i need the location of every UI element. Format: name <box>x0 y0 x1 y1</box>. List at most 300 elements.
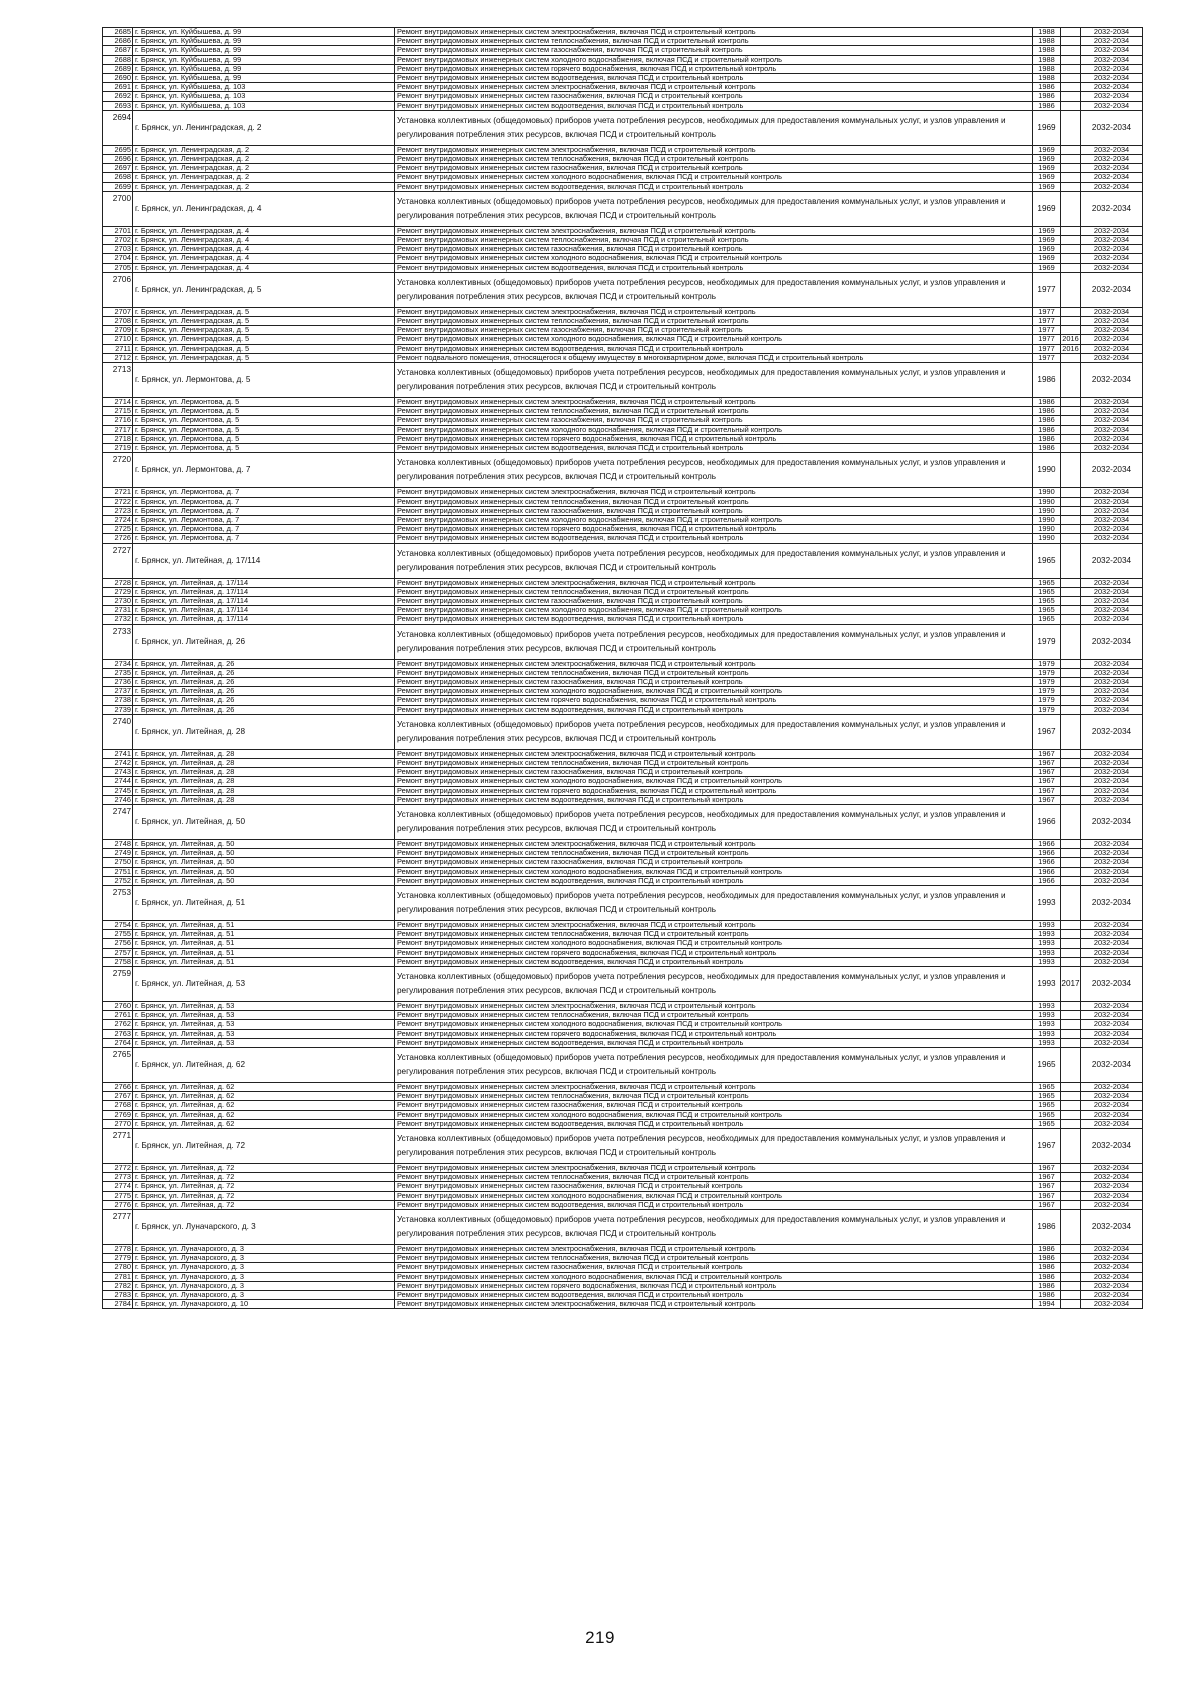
row-number: 2715 <box>103 407 133 416</box>
row-build-year: 1986 <box>1033 1254 1061 1263</box>
row-planned-period: 2032-2034 <box>1081 83 1143 92</box>
row-address: г. Брянск, ул. Ленинградская, д. 2 <box>133 110 395 145</box>
row-work-type: Ремонт внутридомовых инженерных систем теплоснабжения, включая ПСД и строительный контроль <box>395 407 1033 416</box>
row-address: г. Брянск, ул. Литейная, д. 62 <box>133 1110 395 1119</box>
row-number: 2744 <box>103 777 133 786</box>
row-build-year: 1967 <box>1033 786 1061 795</box>
table-row <box>103 839 1143 848</box>
row-work-type: Ремонт внутридомовых инженерных систем электроснабжения, включая ПСД и строительный контроль <box>395 1164 1033 1173</box>
row-planned-period: 2032-2034 <box>1081 317 1143 326</box>
row-address: г. Брянск, ул. Литейная, д. 26 <box>133 705 395 714</box>
row-last-overhaul-year <box>1061 858 1081 867</box>
row-work-type: Установка коллективных (общедомовых) приборов учета потребления ресурсов, необходимых для предоставления коммунальных услуг, и узлов управления и регулирования потребления этих ресурсов, включая ПСД и строительный контроль <box>395 543 1033 578</box>
table-row <box>103 677 1143 686</box>
row-work-type: Ремонт внутридомовых инженерных систем холодного водоснабжения, включая ПСД и строительный контроль <box>395 867 1033 876</box>
row-work-type: Установка коллективных (общедомовых) приборов учета потребления ресурсов, необходимых для предоставления коммунальных услуг, и узлов управления и регулирования потребления этих ресурсов, включая ПСД и строительный контроль <box>395 110 1033 145</box>
row-number: 2772 <box>103 1164 133 1173</box>
row-number: 2720 <box>103 453 133 488</box>
table-row <box>103 317 1143 326</box>
row-planned-period: 2032-2034 <box>1081 407 1143 416</box>
table-row <box>103 948 1143 957</box>
row-work-type: Ремонт внутридомовых инженерных систем водоотведения, включая ПСД и строительный контроль <box>395 74 1033 83</box>
table-row <box>103 1002 1143 1011</box>
row-build-year: 1993 <box>1033 920 1061 929</box>
row-number: 2691 <box>103 83 133 92</box>
table-row <box>103 606 1143 615</box>
row-number: 2700 <box>103 191 133 226</box>
row-build-year: 1967 <box>1033 1173 1061 1182</box>
row-work-type: Установка коллективных (общедомовых) приборов учета потребления ресурсов, необходимых для предоставления коммунальных услуг, и узлов управления и регулирования потребления этих ресурсов, включая ПСД и строительный контроль <box>395 804 1033 839</box>
table-row <box>103 245 1143 254</box>
table-row <box>103 191 1143 226</box>
row-number: 2760 <box>103 1002 133 1011</box>
table-row <box>103 804 1143 839</box>
row-last-overhaul-year <box>1061 1110 1081 1119</box>
row-last-overhaul-year <box>1061 425 1081 434</box>
row-last-overhaul-year <box>1061 488 1081 497</box>
row-planned-period: 2032-2034 <box>1081 615 1143 624</box>
row-last-overhaul-year <box>1061 1281 1081 1290</box>
row-last-overhaul-year <box>1061 37 1081 46</box>
row-last-overhaul-year <box>1061 515 1081 524</box>
row-planned-period: 2032-2034 <box>1081 497 1143 506</box>
row-work-type: Ремонт внутридомовых инженерных систем холодного водоснабжения, включая ПСД и строительный контроль <box>395 939 1033 948</box>
row-work-type: Ремонт внутридомовых инженерных систем газоснабжения, включая ПСД и строительный контроль <box>395 1263 1033 1272</box>
row-work-type: Ремонт внутридомовых инженерных систем теплоснабжения, включая ПСД и строительный контроль <box>395 1092 1033 1101</box>
row-number: 2701 <box>103 226 133 235</box>
row-planned-period: 2032-2034 <box>1081 46 1143 55</box>
row-build-year: 1993 <box>1033 1020 1061 1029</box>
row-last-overhaul-year <box>1061 920 1081 929</box>
row-last-overhaul-year <box>1061 363 1081 398</box>
row-last-overhaul-year <box>1061 948 1081 957</box>
table-row <box>103 939 1143 948</box>
row-address: г. Брянск, ул. Лермонтова, д. 7 <box>133 453 395 488</box>
row-last-overhaul-year <box>1061 1300 1081 1309</box>
row-number: 2705 <box>103 263 133 272</box>
row-last-overhaul-year: 2016 <box>1062 334 1079 344</box>
row-planned-period: 2032-2034 <box>1081 254 1143 263</box>
row-number: 2693 <box>103 101 133 110</box>
row-planned-period: 2032-2034 <box>1081 145 1143 154</box>
row-build-year: 1967 <box>1033 714 1061 749</box>
row-planned-period: 2032-2034 <box>1081 1263 1143 1272</box>
row-build-year: 1965 <box>1033 596 1061 605</box>
row-last-overhaul-year <box>1061 1038 1081 1047</box>
row-address: г. Брянск, ул. Литейная, д. 72 <box>133 1191 395 1200</box>
row-address: г. Брянск, ул. Литейная, д. 53 <box>133 1038 395 1047</box>
row-address: г. Брянск, ул. Лермонтова, д. 5 <box>133 416 395 425</box>
row-work-type: Ремонт внутридомовых инженерных систем водоотведения, включая ПСД и строительный контроль <box>395 1038 1033 1047</box>
row-number: 2758 <box>103 957 133 966</box>
row-number: 2709 <box>103 326 133 335</box>
row-last-overhaul-year <box>1061 1119 1081 1128</box>
table-row <box>103 1245 1143 1254</box>
row-build-year: 1967 <box>1033 758 1061 767</box>
row-address: г. Брянск, ул. Луначарского, д. 3 <box>133 1210 395 1245</box>
row-work-type: Ремонт внутридомовых инженерных систем теплоснабжения, включая ПСД и строительный контроль <box>395 1254 1033 1263</box>
row-planned-period: 2032-2034 <box>1081 1129 1143 1164</box>
row-address: г. Брянск, ул. Лермонтова, д. 7 <box>133 497 395 506</box>
table-row <box>103 885 1143 920</box>
row-address: г. Брянск, ул. Литейная, д. 17/114 <box>133 615 395 624</box>
row-work-type: Ремонт подвального помещения, относящегося к общему имуществу в многоквартирном доме, включая ПСД и строительный контроль <box>395 353 1033 362</box>
row-last-overhaul-year <box>1061 1101 1081 1110</box>
row-planned-period: 2032-2034 <box>1081 714 1143 749</box>
row-planned-period: 2032-2034 <box>1081 920 1143 929</box>
row-build-year: 1967 <box>1033 777 1061 786</box>
row-number: 2746 <box>103 795 133 804</box>
row-work-type: Ремонт внутридомовых инженерных систем водоотведения, включая ПСД и строительный контроль <box>395 705 1033 714</box>
row-planned-period: 2032-2034 <box>1081 307 1143 316</box>
row-address: г. Брянск, ул. Ленинградская, д. 4 <box>133 263 395 272</box>
row-last-overhaul-year <box>1061 1129 1081 1164</box>
row-address: г. Брянск, ул. Литейная, д. 50 <box>133 867 395 876</box>
row-planned-period: 2032-2034 <box>1081 705 1143 714</box>
table-row <box>103 867 1143 876</box>
row-planned-period: 2032-2034 <box>1081 624 1143 659</box>
row-planned-period: 2032-2034 <box>1081 795 1143 804</box>
row-number: 2756 <box>103 939 133 948</box>
row-build-year: 1979 <box>1033 677 1061 686</box>
row-build-year: 1988 <box>1033 55 1061 64</box>
row-address: г. Брянск, ул. Литейная, д. 53 <box>133 967 395 1002</box>
row-last-overhaul-year <box>1061 92 1081 101</box>
row-planned-period: 2032-2034 <box>1081 74 1143 83</box>
row-build-year: 1986 <box>1033 425 1061 434</box>
row-last-overhaul-year <box>1061 1291 1081 1300</box>
row-planned-period: 2032-2034 <box>1081 687 1143 696</box>
row-build-year: 1986 <box>1033 1245 1061 1254</box>
row-last-overhaul-year <box>1061 525 1081 534</box>
row-address: г. Брянск, ул. Куйбышева, д. 99 <box>133 28 395 37</box>
table-row <box>103 659 1143 668</box>
row-build-year: 1966 <box>1033 849 1061 858</box>
row-work-type: Ремонт внутридомовых инженерных систем газоснабжения, включая ПСД и строительный контроль <box>395 1182 1033 1191</box>
row-work-type: Установка коллективных (общедомовых) приборов учета потребления ресурсов, необходимых для предоставления коммунальных услуг, и узлов управления и регулирования потребления этих ресурсов, включая ПСД и строительный контроль <box>395 714 1033 749</box>
row-number: 2774 <box>103 1182 133 1191</box>
row-number: 2779 <box>103 1254 133 1263</box>
row-last-overhaul-year <box>1061 587 1081 596</box>
row-work-type: Ремонт внутридомовых инженерных систем электроснабжения, включая ПСД и строительный контроль <box>395 749 1033 758</box>
row-planned-period: 2032-2034 <box>1081 515 1143 524</box>
row-planned-period: 2032-2034 <box>1081 453 1143 488</box>
row-build-year: 1990 <box>1033 497 1061 506</box>
table-row <box>103 1272 1143 1281</box>
row-planned-period: 2032-2034 <box>1081 1092 1143 1101</box>
row-planned-period: 2032-2034 <box>1081 885 1143 920</box>
row-last-overhaul-year <box>1061 317 1081 326</box>
row-number: 2730 <box>103 596 133 605</box>
row-build-year: 1979 <box>1033 624 1061 659</box>
row-address: г. Брянск, ул. Литейная, д. 17/114 <box>133 543 395 578</box>
row-planned-period: 2032-2034 <box>1081 191 1143 226</box>
row-build-year: 1993 <box>1033 930 1061 939</box>
row-build-year: 1969 <box>1033 263 1061 272</box>
row-work-type: Ремонт внутридомовых инженерных систем водоотведения, включая ПСД и строительный контроль <box>395 101 1033 110</box>
row-build-year: 1986 <box>1033 1281 1061 1290</box>
row-last-overhaul-year <box>1061 272 1081 307</box>
row-planned-period: 2032-2034 <box>1081 587 1143 596</box>
row-work-type: Ремонт внутридомовых инженерных систем электроснабжения, включая ПСД и строительный контроль <box>395 307 1033 316</box>
row-last-overhaul-year <box>1061 407 1081 416</box>
row-build-year: 1965 <box>1033 1101 1061 1110</box>
row-work-type: Ремонт внутридомовых инженерных систем электроснабжения, включая ПСД и строительный контроль <box>395 145 1033 154</box>
table-row <box>103 1173 1143 1182</box>
row-build-year: 1990 <box>1033 488 1061 497</box>
row-address: г. Брянск, ул. Куйбышева, д. 99 <box>133 37 395 46</box>
row-address: г. Брянск, ул. Луначарского, д. 3 <box>133 1263 395 1272</box>
row-address: г. Брянск, ул. Лермонтова, д. 7 <box>133 488 395 497</box>
row-last-overhaul-year <box>1061 1245 1081 1254</box>
table-row <box>103 363 1143 398</box>
row-last-overhaul-year <box>1061 677 1081 686</box>
row-address: г. Брянск, ул. Лермонтова, д. 7 <box>133 525 395 534</box>
row-number: 2759 <box>103 967 133 1002</box>
row-build-year: 1977 <box>1033 335 1061 344</box>
row-planned-period: 2032-2034 <box>1081 749 1143 758</box>
row-planned-period: 2032-2034 <box>1081 948 1143 957</box>
row-address: г. Брянск, ул. Литейная, д. 17/114 <box>133 596 395 605</box>
row-work-type: Ремонт внутридомовых инженерных систем теплоснабжения, включая ПСД и строительный контроль <box>395 1011 1033 1020</box>
page-number: 219 <box>585 1628 615 1647</box>
row-planned-period: 2032-2034 <box>1081 416 1143 425</box>
row-number: 2723 <box>103 506 133 515</box>
row-last-overhaul-year <box>1061 606 1081 615</box>
row-planned-period: 2032-2034 <box>1081 839 1143 848</box>
row-number: 2767 <box>103 1092 133 1101</box>
row-work-type: Ремонт внутридомовых инженерных систем электроснабжения, включая ПСД и строительный контроль <box>395 1300 1033 1309</box>
row-planned-period: 2032-2034 <box>1081 506 1143 515</box>
row-build-year: 1979 <box>1033 705 1061 714</box>
row-address: г. Брянск, ул. Луначарского, д. 10 <box>133 1300 395 1309</box>
row-planned-period: 2032-2034 <box>1081 1291 1143 1300</box>
row-build-year: 1969 <box>1033 164 1061 173</box>
row-last-overhaul-year <box>1061 659 1081 668</box>
row-address: г. Брянск, ул. Луначарского, д. 3 <box>133 1281 395 1290</box>
row-number: 2762 <box>103 1020 133 1029</box>
row-last-overhaul-year <box>1061 867 1081 876</box>
row-build-year: 1969 <box>1033 245 1061 254</box>
row-last-overhaul-year <box>1061 263 1081 272</box>
row-last-overhaul-year <box>1061 1173 1081 1182</box>
row-build-year: 1988 <box>1033 37 1061 46</box>
row-number: 2776 <box>103 1200 133 1209</box>
row-build-year: 1993 <box>1033 939 1061 948</box>
row-last-overhaul-year <box>1061 714 1081 749</box>
row-build-year: 1965 <box>1033 1119 1061 1128</box>
row-last-overhaul-year <box>1061 1092 1081 1101</box>
row-number: 2725 <box>103 525 133 534</box>
row-build-year: 1967 <box>1033 768 1061 777</box>
row-address: г. Брянск, ул. Ленинградская, д. 5 <box>133 307 395 316</box>
table-row <box>103 957 1143 966</box>
row-last-overhaul-year <box>1061 795 1081 804</box>
row-build-year: 1966 <box>1033 858 1061 867</box>
row-address: г. Брянск, ул. Литейная, д. 17/114 <box>133 606 395 615</box>
table-row <box>103 353 1143 362</box>
row-address: г. Брянск, ул. Литейная, д. 26 <box>133 624 395 659</box>
row-address: г. Брянск, ул. Литейная, д. 28 <box>133 768 395 777</box>
row-build-year: 1965 <box>1033 587 1061 596</box>
row-build-year: 1986 <box>1033 444 1061 453</box>
row-work-type: Ремонт внутридомовых инженерных систем электроснабжения, включая ПСД и строительный контроль <box>395 488 1033 497</box>
row-planned-period: 2032-2034 <box>1081 534 1143 543</box>
row-planned-period: 2032-2034 <box>1081 173 1143 182</box>
row-planned-period: 2032-2034 <box>1081 758 1143 767</box>
row-address: г. Брянск, ул. Лермонтова, д. 5 <box>133 398 395 407</box>
row-work-type: Ремонт внутридомовых инженерных систем водоотведения, включая ПСД и строительный контроль <box>395 795 1033 804</box>
row-last-overhaul-year <box>1061 444 1081 453</box>
row-last-overhaul-year <box>1061 434 1081 443</box>
row-address: г. Брянск, ул. Литейная, д. 28 <box>133 758 395 767</box>
row-build-year: 1979 <box>1033 696 1061 705</box>
row-address: г. Брянск, ул. Литейная, д. 51 <box>133 939 395 948</box>
row-last-overhaul-year <box>1061 1083 1081 1092</box>
table-row <box>103 849 1143 858</box>
row-work-type: Ремонт внутридомовых инженерных систем теплоснабжения, включая ПСД и строительный контроль <box>395 668 1033 677</box>
row-work-type: Ремонт внутридомовых инженерных систем холодного водоснабжения, включая ПСД и строительный контроль <box>395 1110 1033 1119</box>
row-number: 2712 <box>103 353 133 362</box>
row-planned-period: 2032-2034 <box>1081 1011 1143 1020</box>
row-work-type: Ремонт внутридомовых инженерных систем электроснабжения, включая ПСД и строительный контроль <box>395 28 1033 37</box>
row-number: 2726 <box>103 534 133 543</box>
table-row <box>103 1092 1143 1101</box>
row-planned-period: 2032-2034 <box>1081 876 1143 885</box>
row-last-overhaul-year <box>1061 182 1081 191</box>
row-work-type: Ремонт внутридомовых инженерных систем горячего водоснабжения, включая ПСД и строительный контроль <box>395 525 1033 534</box>
row-last-overhaul-year <box>1061 534 1081 543</box>
row-address: г. Брянск, ул. Куйбышева, д. 103 <box>133 92 395 101</box>
row-last-overhaul-year <box>1061 876 1081 885</box>
row-address: г. Брянск, ул. Литейная, д. 72 <box>133 1200 395 1209</box>
row-address: г. Брянск, ул. Ленинградская, д. 2 <box>133 145 395 154</box>
row-last-overhaul-year <box>1061 768 1081 777</box>
table-row <box>103 101 1143 110</box>
row-build-year: 1977 <box>1033 307 1061 316</box>
row-last-overhaul-year <box>1061 173 1081 182</box>
table-row <box>103 110 1143 145</box>
row-address: г. Брянск, ул. Ленинградская, д. 2 <box>133 182 395 191</box>
row-work-type: Ремонт внутридомовых инженерных систем водоотведения, включая ПСД и строительный контроль <box>395 876 1033 885</box>
row-work-type: Ремонт внутридомовых инженерных систем горячего водоснабжения, включая ПСД и строительный контроль <box>395 696 1033 705</box>
row-number: 2755 <box>103 930 133 939</box>
table-row <box>103 1038 1143 1047</box>
row-planned-period: 2032-2034 <box>1081 1110 1143 1119</box>
row-address: г. Брянск, ул. Литейная, д. 72 <box>133 1164 395 1173</box>
row-build-year: 1967 <box>1033 795 1061 804</box>
row-number: 2714 <box>103 398 133 407</box>
row-address: г. Брянск, ул. Ленинградская, д. 4 <box>133 254 395 263</box>
row-number: 2751 <box>103 867 133 876</box>
row-number: 2694 <box>103 110 133 145</box>
row-work-type: Установка коллективных (общедомовых) приборов учета потребления ресурсов, необходимых для предоставления коммунальных услуг, и узлов управления и регулирования потребления этих ресурсов, включая ПСД и строительный контроль <box>395 1129 1033 1164</box>
row-address: г. Брянск, ул. Литейная, д. 62 <box>133 1101 395 1110</box>
row-build-year: 1977 <box>1033 344 1061 353</box>
row-work-type: Ремонт внутридомовых инженерных систем электроснабжения, включая ПСД и строительный контроль <box>395 659 1033 668</box>
row-last-overhaul-year <box>1061 885 1081 920</box>
row-address: г. Брянск, ул. Литейная, д. 53 <box>133 1002 395 1011</box>
table-row <box>103 83 1143 92</box>
row-address: г. Брянск, ул. Литейная, д. 26 <box>133 659 395 668</box>
row-build-year: 1967 <box>1033 1164 1061 1173</box>
row-work-type: Ремонт внутридомовых инженерных систем электроснабжения, включая ПСД и строительный контроль <box>395 839 1033 848</box>
row-number: 2773 <box>103 1173 133 1182</box>
row-planned-period: 2032-2034 <box>1081 245 1143 254</box>
row-planned-period: 2032-2034 <box>1081 939 1143 948</box>
row-last-overhaul-year <box>1061 506 1081 515</box>
row-work-type: Ремонт внутридомовых инженерных систем газоснабжения, включая ПСД и строительный контроль <box>395 596 1033 605</box>
row-work-type: Ремонт внутридомовых инженерных систем водоотведения, включая ПСД и строительный контроль <box>395 1200 1033 1209</box>
row-address: г. Брянск, ул. Ленинградская, д. 2 <box>133 164 395 173</box>
row-build-year: 1967 <box>1033 1200 1061 1209</box>
row-address: г. Брянск, ул. Литейная, д. 51 <box>133 948 395 957</box>
row-address: г. Брянск, ул. Литейная, д. 50 <box>133 804 395 839</box>
row-number: 2781 <box>103 1272 133 1281</box>
row-work-type: Ремонт внутридомовых инженерных систем горячего водоснабжения, включая ПСД и строительный контроль <box>395 948 1033 957</box>
row-number: 2690 <box>103 74 133 83</box>
row-work-type: Ремонт внутридомовых инженерных систем холодного водоснабжения, включая ПСД и строительный контроль <box>395 254 1033 263</box>
table-row <box>103 534 1143 543</box>
row-number: 2708 <box>103 317 133 326</box>
row-address: г. Брянск, ул. Луначарского, д. 3 <box>133 1254 395 1263</box>
row-number: 2749 <box>103 849 133 858</box>
row-work-type: Ремонт внутридомовых инженерных систем теплоснабжения, включая ПСД и строительный контроль <box>395 317 1033 326</box>
row-number: 2727 <box>103 543 133 578</box>
row-planned-period: 2032-2034 <box>1081 1182 1143 1191</box>
row-number: 2766 <box>103 1083 133 1092</box>
row-build-year: 1994 <box>1033 1300 1061 1309</box>
row-planned-period: 2032-2034 <box>1081 110 1143 145</box>
row-planned-period: 2032-2034 <box>1081 659 1143 668</box>
row-build-year: 1986 <box>1033 83 1061 92</box>
row-build-year: 1979 <box>1033 668 1061 677</box>
row-work-type: Ремонт внутридомовых инженерных систем горячего водоснабжения, включая ПСД и строительный контроль <box>395 1029 1033 1038</box>
row-planned-period: 2032-2034 <box>1081 525 1143 534</box>
row-address: г. Брянск, ул. Ленинградская, д. 5 <box>133 335 395 344</box>
row-work-type: Ремонт внутридомовых инженерных систем водоотведения, включая ПСД и строительный контроль <box>395 182 1033 191</box>
table-row <box>103 155 1143 164</box>
row-planned-period: 2032-2034 <box>1081 543 1143 578</box>
row-build-year: 1988 <box>1033 28 1061 37</box>
row-work-type: Ремонт внутридомовых инженерных систем теплоснабжения, включая ПСД и строительный контроль <box>395 497 1033 506</box>
table-row <box>103 182 1143 191</box>
row-number: 2687 <box>103 46 133 55</box>
table-row <box>103 543 1143 578</box>
row-last-overhaul-year <box>1061 749 1081 758</box>
row-last-overhaul-year <box>1061 55 1081 64</box>
row-address: г. Брянск, ул. Куйбышева, д. 99 <box>133 55 395 64</box>
row-planned-period: 2032-2034 <box>1081 363 1143 398</box>
row-build-year: 1993 <box>1033 957 1061 966</box>
row-last-overhaul-year <box>1061 74 1081 83</box>
row-last-overhaul-year <box>1061 615 1081 624</box>
table-row <box>103 1011 1143 1020</box>
row-planned-period: 2032-2034 <box>1081 606 1143 615</box>
row-build-year: 1966 <box>1033 839 1061 848</box>
row-build-year: 1986 <box>1033 1291 1061 1300</box>
row-address: г. Брянск, ул. Ленинградская, д. 5 <box>133 317 395 326</box>
table-row <box>103 876 1143 885</box>
row-planned-period: 2032-2034 <box>1081 1002 1143 1011</box>
row-build-year: 1965 <box>1033 615 1061 624</box>
row-build-year: 1986 <box>1033 407 1061 416</box>
row-number: 2728 <box>103 578 133 587</box>
row-work-type: Ремонт внутридомовых инженерных систем электроснабжения, включая ПСД и строительный контроль <box>395 398 1033 407</box>
row-planned-period: 2032-2034 <box>1081 335 1143 344</box>
row-last-overhaul-year <box>1061 804 1081 839</box>
row-work-type: Ремонт внутридомовых инженерных систем водоотведения, включая ПСД и строительный контроль <box>395 534 1033 543</box>
